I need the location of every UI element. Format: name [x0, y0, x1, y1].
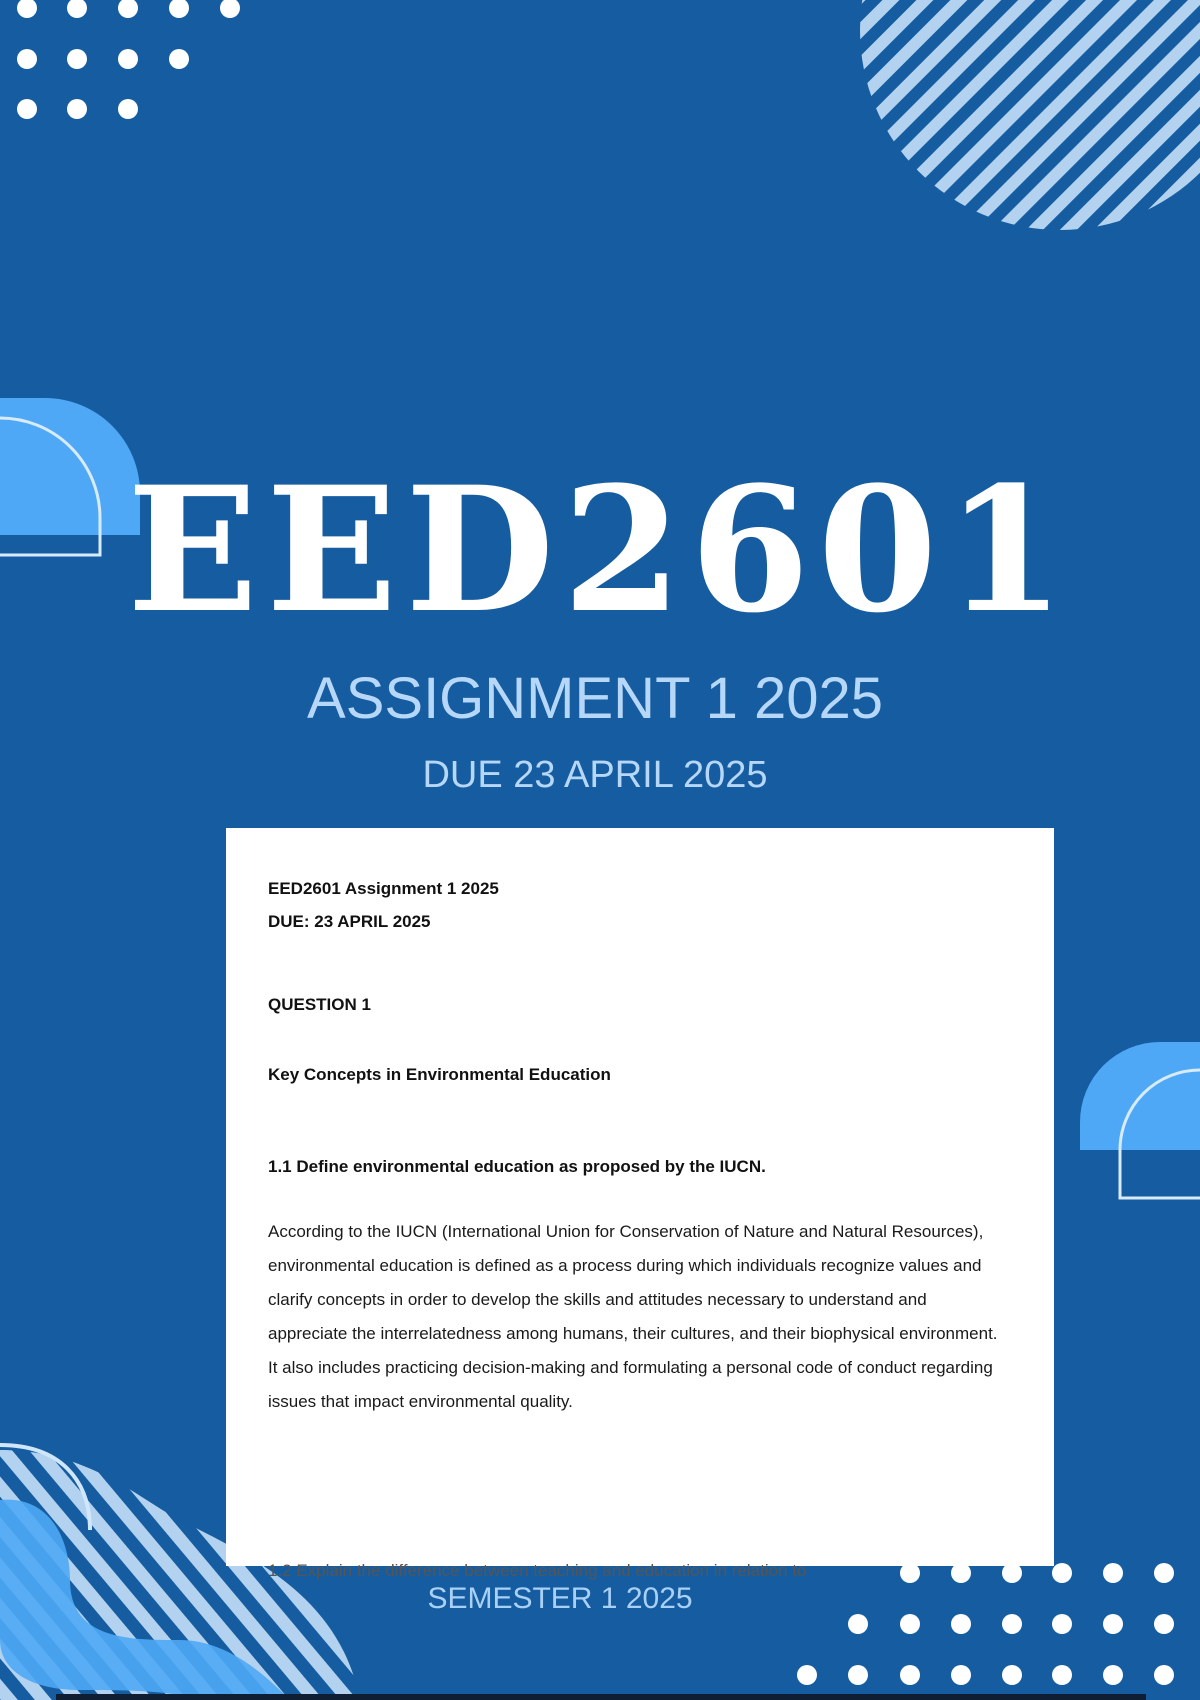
- section-title: Key Concepts in Environmental Education: [268, 1065, 611, 1084]
- document-body: [268, 872, 1008, 1419]
- document-preview: [226, 828, 1054, 1580]
- truncated-next-line: 1.2 Explain the difference between teaching and education in relation to: [268, 1561, 807, 1580]
- subquestion-heading: 1.1 Define environmental education as proposed by the IUCN.: [268, 1157, 766, 1176]
- document-header-due: DUE: 23 APRIL 2025: [268, 912, 431, 931]
- dots-pattern-top-left: [17, 0, 240, 119]
- assignment-title: ASSIGNMENT 1 2025: [307, 666, 883, 731]
- bottom-border-line: [56, 1694, 1146, 1700]
- question-title: QUESTION 1: [268, 995, 371, 1014]
- due-date: DUE 23 APRIL 2025: [422, 754, 768, 796]
- striped-circle-top-right: [840, 0, 1200, 240]
- course-code-title: EED2601: [126, 448, 1074, 651]
- document-header-title: EED2601 Assignment 1 2025: [268, 879, 499, 898]
- answer-paragraph: According to the IUCN (International Union for Conservation of Nature and Natural Resources), environmental education is defined as a process during which individuals recognize values and clarify concepts in order to develop the skills and attitudes necessary to understand and appreciate the interrelatedness among humans, their cultures, and their biophysical environment. It also includes practicing decision-making and formulating a personal code of conduct regarding issues that impact environmental quality.: [268, 1222, 998, 1411]
- semester-label: SEMESTER 1 2025: [427, 1582, 693, 1615]
